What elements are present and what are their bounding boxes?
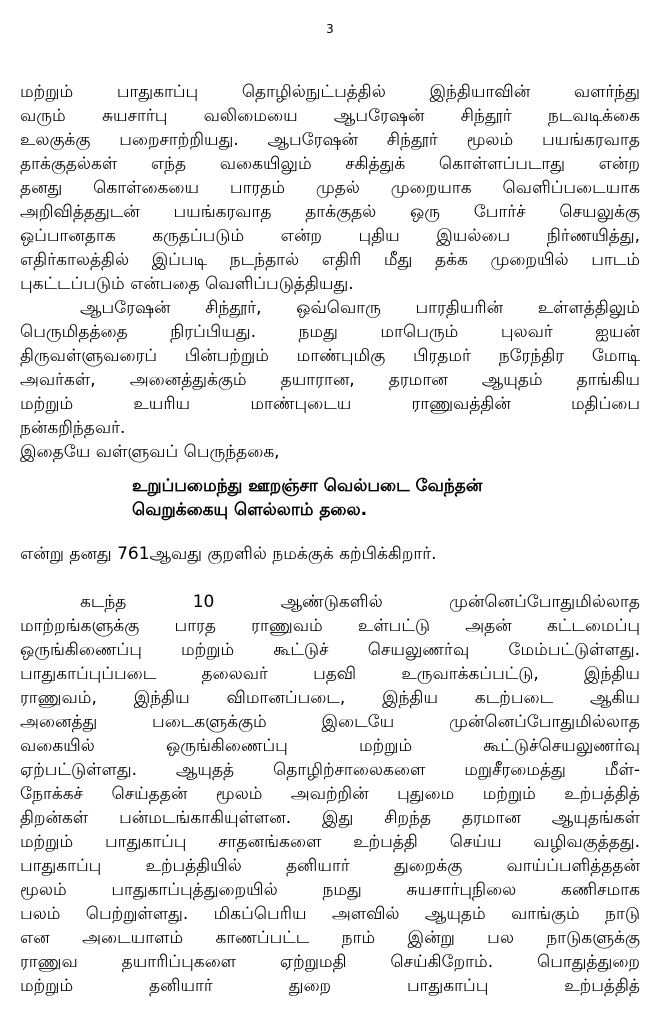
paragraph-line: எதிர்காலத்தில் இப்படி நடந்தால் எதிரி மீது தக்க முறையில் பாடம் (20, 250, 640, 270)
paragraph-line: பாதுகாப்புப்படை தலைவர் பதவி உருவாக்கப்பட்டு, இந்திய (20, 664, 640, 684)
paragraph-line: தனது கொள்கையை பாரதம் முதல் முறையாக வெளிப்படையாக (20, 178, 640, 198)
paragraph-line: நன்கறிந்தவர். (20, 418, 126, 438)
paragraph-line: மற்றும் தனியார் துறை பாதுகாப்பு உற்பத்தித் (20, 976, 640, 996)
paragraph-line: திருவள்ளுவரைப் பின்பற்றும் மாண்புமிகு பிரதமர் நரேந்திர மோடி (20, 346, 640, 366)
paragraph-line: உலகுக்கு பறைசாற்றியது. ஆபரேஷன் சிந்தூர் மூலம் பயங்கரவாத (20, 130, 640, 150)
paragraph-line: நோக்கச் செய்ததன் மூலம் அவற்றின் புதுமை மற்றும் உற்பத்தித் (20, 784, 640, 804)
paragraph-line: மற்றும் பாதுகாப்பு தொழில்நுட்பத்தில் இந்தியாவின் வளர்ந்து (20, 82, 640, 102)
paragraph-line: வகையில் ஒருங்கிணைப்பு மற்றும் கூட்டுச்செயலுணர்வு (20, 736, 640, 756)
page-number: 3 (326, 22, 334, 36)
couplet-line-2: வெறுக்கையு ளெல்லாம் தலை. (132, 500, 368, 520)
after-couplet-line: என்று தனது 761ஆவது குறளில் நமக்குக் கற்பிக்கிறார். (20, 544, 437, 564)
paragraph-line: தாக்குதல்கள் எந்த வகையிலும் சகித்துக் கொள்ளப்படாது என்ற (20, 154, 640, 174)
intro-line: இதையே வள்ளுவப் பெருந்தகை, (20, 442, 280, 462)
paragraph-line: புகட்டப்படும் என்பதை வெளிப்படுத்தியது. (20, 274, 354, 294)
paragraph-line: ஏற்பட்டுள்ளது. ஆயுதத் தொழிற்சாலைகளை மறுசீரமைத்து மீள்- (20, 760, 640, 780)
paragraph-line: பாதுகாப்பு உற்பத்தியில் தனியார் துறைக்கு வாய்ப்பளித்ததன் (20, 856, 640, 876)
paragraph-line: மற்றும் உயரிய மாண்புடைய ராணுவத்தின் மதிப்பை (20, 394, 640, 414)
paragraph-line: மூலம் பாதுகாப்புத்துறையில் நமது சுயசார்புநிலை கணிசமாக (20, 880, 640, 900)
paragraph-line: என அடையாளம் காணப்பட்ட நாம் இன்று பல நாடுகளுக்கு (20, 928, 640, 948)
paragraph-line: திறன்கள் பன்மடங்காகியுள்ளன. இது சிறந்த தரமான ஆயுதங்கள் (20, 808, 640, 828)
paragraph-line: ஒப்பானதாக கருதப்படும் என்ற புதிய இயல்பை நிர்ணயித்து, (20, 226, 640, 246)
paragraph-line: அறிவித்ததுடன் பயங்கரவாத தாக்குதல் ஒரு போர்ச் செயலுக்கு (20, 202, 640, 222)
paragraph-line: கடந்த 10 ஆண்டுகளில் முன்னெப்போதுமில்லாத (80, 592, 640, 612)
paragraph-line: ஆபரேஷன் சிந்தூர், ஒவ்வொரு பாரதியரின் உள்ளத்திலும் (80, 298, 640, 318)
paragraph-line: அவர்கள், அனைத்துக்கும் தயாரான, தரமான ஆயுதம் தாங்கிய (20, 370, 640, 390)
paragraph-line: வரும் சுயசார்பு வலிமையை ஆபரேஷன் சிந்தூர் நடவடிக்கை (20, 106, 640, 126)
paragraph-line: மற்றும் பாதுகாப்பு சாதனங்களை உற்பத்தி செய்ய வழிவகுத்தது. (20, 832, 640, 852)
couplet-line-1: உறுப்பமைந்து ஊறஞ்சா வெல்படை வேந்தன் (132, 476, 483, 496)
paragraph-line: ராணுவம், இந்திய விமானப்படை, இந்திய கடற்படை ஆகிய (20, 688, 640, 708)
paragraph-line: அனைத்து படைகளுக்கும் இடையே முன்னெப்போதுமில்லாத (20, 712, 640, 732)
paragraph-line: மாற்றங்களுக்கு பாரத ராணுவம் உள்பட்டு அதன் கட்டமைப்பு (20, 616, 640, 636)
paragraph-line: ராணுவ தயாரிப்புகளை ஏற்றுமதி செய்கிறோம். பொதுத்துறை (20, 952, 640, 972)
paragraph-line: பலம் பெற்றுள்ளது. மிகப்பெரிய அளவில் ஆயுதம் வாங்கும் நாடு (20, 904, 640, 924)
paragraph-line: ஒருங்கிணைப்பு மற்றும் கூட்டுச் செயலுணர்வு மேம்பட்டுள்ளது. (20, 640, 640, 660)
paragraph-line: பெருமிதத்தை நிரப்பியது. நமது மாபெரும் புலவர் ஐயன் (20, 322, 640, 342)
